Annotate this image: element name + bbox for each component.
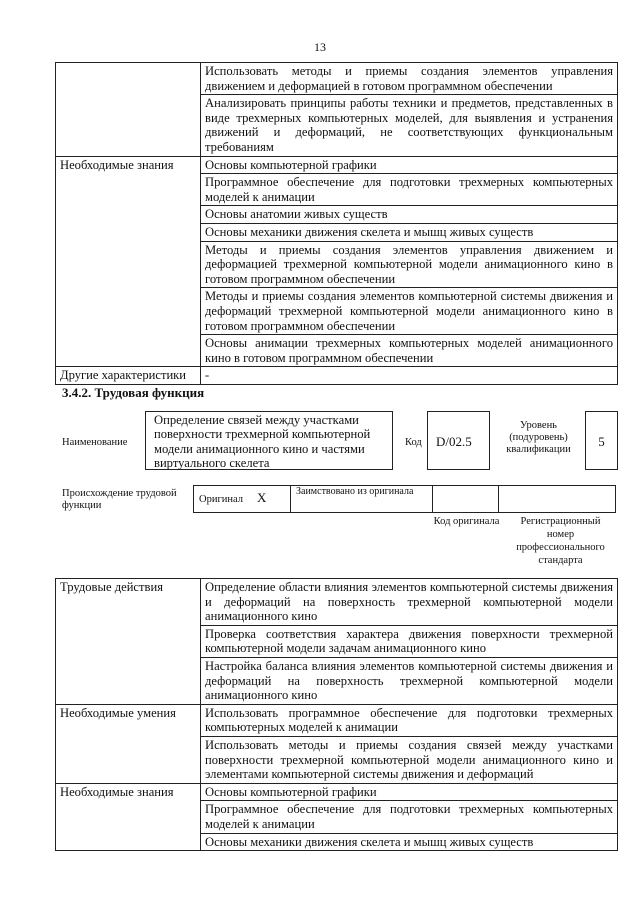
row-item: Использовать методы и приемы создания связей между участками поверхности трехмерной компьютерной модели анимационного кино и элементами компьютерной системы движения и деформаций	[201, 736, 618, 783]
original-code-cell	[433, 486, 499, 513]
origin-table	[193, 485, 616, 513]
row-item: Основы анимации трехмерных компьютерных моделей анимационного кино в готовом программном обеспечении	[201, 335, 618, 367]
row-label: Трудовые действия	[56, 579, 201, 705]
table-row	[56, 63, 618, 95]
table-row	[56, 579, 618, 626]
section-title	[62, 385, 204, 401]
row-item: Программное обеспечение для подготовки трехмерных компьютерных моделей к анимации	[201, 174, 618, 206]
row-item: Основы механики движения скелета и мышц живых существ	[201, 223, 618, 241]
row-item: Использовать методы и приемы создания элементов управления движением и деформацией в готовом программном обеспечении	[201, 63, 618, 95]
row-label: Другие характеристики	[56, 367, 201, 385]
row-item: Основы компьютерной графики	[201, 156, 618, 174]
original-mark: X	[257, 490, 267, 505]
code-caption: Код оригинала	[433, 516, 500, 527]
code-label: Код	[405, 437, 422, 448]
row-item: -	[201, 367, 618, 385]
function-name: Определение связей между участками поверхности трехмерной компьютерной модели анимационного кино и частями виртуального скелета	[145, 411, 393, 470]
qualification-level: 5	[585, 411, 618, 470]
name-label: Наименование	[62, 437, 128, 448]
row-label: Необходимые умения	[56, 704, 201, 783]
row-item: Методы и приемы создания элементов компьютерной системы движения и деформаций трехмерной компьютерной модели анимационного кино в готовом программном обеспечении	[201, 288, 618, 335]
level-label: Уровень (подуровень) квалификации	[506, 420, 571, 455]
skills-table-continued	[55, 62, 618, 385]
borrowed-cell: Заимствовано из оригинала	[291, 486, 433, 513]
page-number: 13	[314, 40, 326, 54]
original-label: Оригинал	[199, 494, 243, 505]
row-item: Настройка баланса влияния элементов компьютерной системы движения и деформаций на поверхность трехмерной компьютерной модели анимационного кино	[201, 657, 618, 704]
row-item: Программное обеспечение для подготовки трехмерных компьютерных моделей к анимации	[201, 801, 618, 833]
table-row	[56, 156, 618, 174]
row-label: Необходимые знания	[56, 783, 201, 850]
row-item: Проверка соответствия характера движения поверхности трехмерной компьютерной модели задачам анимационного кино	[201, 625, 618, 657]
row-label	[56, 63, 201, 157]
table-row	[56, 704, 618, 736]
function-details-table	[55, 578, 618, 851]
function-code: D/02.5	[427, 411, 490, 470]
origin-label: Происхождение трудовой функции	[62, 488, 177, 511]
row-label: Необходимые знания	[56, 156, 201, 367]
reg-number-cell	[499, 486, 616, 513]
row-item: Основы компьютерной графики	[201, 783, 618, 801]
section-heading: 3.4.2. Трудовая функция	[62, 385, 205, 400]
row-item: Использовать программное обеспечение для подготовки трехмерных компьютерных моделей к анимации	[201, 704, 618, 736]
row-item: Основы анатомии живых существ	[201, 206, 618, 224]
row-item: Анализировать принципы работы техники и предметов, представленных в виде трехмерных компьютерных моделей, для выявления и устранения движений и деформаций, не соответствующих функциональным требованиям	[201, 95, 618, 156]
table-row	[56, 783, 618, 801]
row-item: Основы механики движения скелета и мышц живых существ	[201, 833, 618, 851]
row-item: Методы и приемы создания элементов управления движением и деформацией трехмерной компьютерной модели анимационного кино в готовом программном обеспечении	[201, 241, 618, 288]
original-cell	[194, 486, 291, 513]
row-item: Определение области влияния элементов компьютерной системы движения и деформаций на поверхность трехмерной компьютерной модели анимационного кино	[201, 579, 618, 626]
reg-caption: Регистрационный номер профессионального стандарта	[516, 516, 605, 566]
table-row	[56, 367, 618, 385]
